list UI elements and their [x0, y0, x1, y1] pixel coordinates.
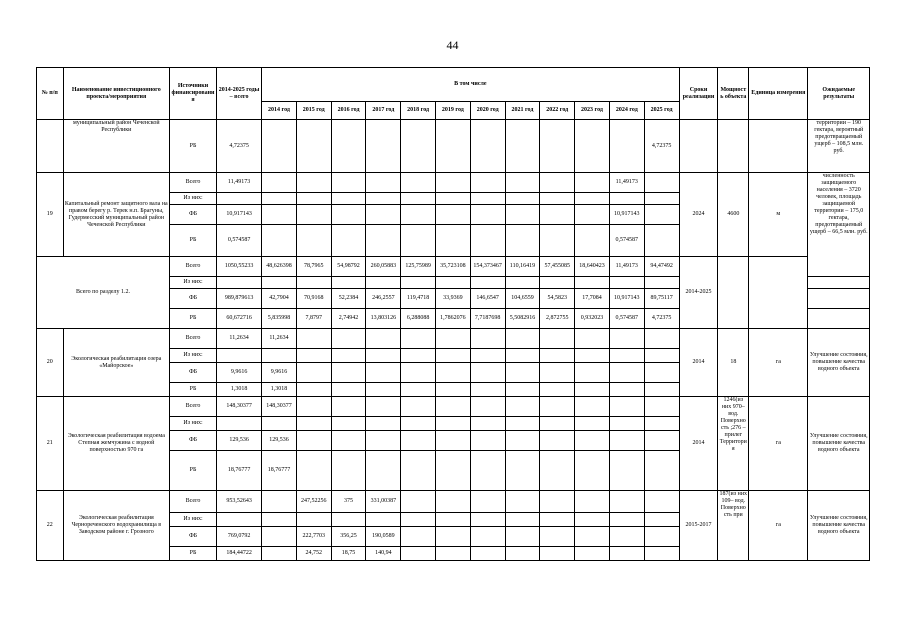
source-cell: ФБ [170, 431, 217, 451]
source-cell: Всего [170, 173, 217, 193]
cell [401, 120, 436, 173]
cell [679, 120, 718, 173]
project-num: 20 [37, 329, 64, 397]
year-value: 4,72375 [644, 120, 679, 173]
year-header: 2024 год [609, 102, 644, 120]
year-header: 2017 год [366, 102, 401, 120]
year-value: 110,16419 [505, 257, 540, 277]
year-header: 2019 год [435, 102, 470, 120]
results-cell: Улучшение состояния, повышение качества водного объекта [808, 329, 870, 397]
total-cell: 1,3018 [217, 383, 262, 397]
year-header: 2020 год [470, 102, 505, 120]
year-value: 78,7965 [296, 257, 331, 277]
year-value: 18,75 [331, 547, 366, 561]
capacity-cell: 18 [718, 329, 749, 397]
year-value: 35,723108 [435, 257, 470, 277]
project-num: 21 [37, 397, 64, 491]
table-row [37, 257, 870, 277]
total-cell: 10,917143 [217, 205, 262, 225]
year-value: 48,626398 [262, 257, 297, 277]
year-value: 190,0589 [366, 527, 401, 547]
section-total-label: Всего по разделу 1.2. [37, 257, 170, 329]
cell [296, 120, 331, 173]
results-cell [808, 289, 870, 309]
source-cell: Из них: [170, 349, 217, 363]
source-cell: Из них: [170, 193, 217, 205]
year-value: 356,25 [331, 527, 366, 547]
year-value: 54,5823 [540, 289, 575, 309]
year-value: 1,3018 [262, 383, 297, 397]
year-value: 2,74942 [331, 309, 366, 329]
year-value: 0,574587 [609, 309, 644, 329]
year-value: 54,98792 [331, 257, 366, 277]
col-header-source: Источники финансирования [170, 68, 217, 120]
investment-table [36, 67, 870, 561]
year-value: 0,932023 [575, 309, 610, 329]
terms-cell: 2014-2025 [679, 257, 718, 329]
project-name: Экологическая реабилитация водоема Степная жемчужина с водной поверхностью 970 га [63, 397, 169, 491]
terms-cell: 2024 [679, 173, 718, 257]
year-value: 52,2384 [331, 289, 366, 309]
table-row [37, 329, 870, 349]
year-value: 89,75117 [644, 289, 679, 309]
year-value: 375 [331, 491, 366, 513]
total-cell: 1050,55233 [217, 257, 262, 277]
year-value: 146,6547 [470, 289, 505, 309]
year-value: 11,49173 [609, 257, 644, 277]
year-value: 1,7862076 [435, 309, 470, 329]
year-value: 222,7703 [296, 527, 331, 547]
cell [505, 120, 540, 173]
year-header: 2022 год [540, 102, 575, 120]
source-cell: ФБ [170, 363, 217, 383]
cell [749, 120, 808, 173]
project-name: Экологическая реабилитация Чернореченского водохранилища в Заводском районе г. Грозного [63, 491, 169, 561]
table-row [37, 173, 870, 193]
source-cell: ФБ [170, 289, 217, 309]
col-header-including: В том числе [262, 68, 680, 102]
results-cell: численность защищаемого населения – 3720 человек, площадь защищаемой территории – 175,0 гектара, предотвращаемый ущерб – 66,5 млн. руб. [808, 173, 870, 277]
source-cell: Всего [170, 257, 217, 277]
cell [37, 120, 64, 173]
results-cell [808, 277, 870, 289]
total-cell: 4,72375 [217, 120, 262, 173]
source-cell: РБ [170, 120, 217, 173]
col-header-results: Ожидаемые результаты [808, 68, 870, 120]
total-cell: 0,574587 [217, 225, 262, 257]
cell [366, 120, 401, 173]
year-header: 2014 год [262, 102, 297, 120]
total-cell: 989,879613 [217, 289, 262, 309]
table-row [37, 397, 870, 417]
year-value: 2,872755 [540, 309, 575, 329]
total-cell: 11,49173 [217, 173, 262, 193]
year-header: 2025 год [644, 102, 679, 120]
total-cell: 9,9616 [217, 363, 262, 383]
year-header: 2018 год [401, 102, 436, 120]
year-value: 4,72375 [644, 309, 679, 329]
col-header-num: № п/п [37, 68, 64, 120]
year-value: 10,917143 [609, 205, 644, 225]
year-value: 9,9616 [262, 363, 297, 383]
page-number: 44 [446, 38, 459, 52]
total-cell: 953,52643 [217, 491, 262, 513]
cell [435, 120, 470, 173]
results-cell: территории – 190 гектара, вероятный предотвращаемый ущерб – 108,5 млн. руб. [808, 120, 870, 173]
col-header-total: 2014-2025 годы – всего [217, 68, 262, 120]
year-value: 5,5082916 [505, 309, 540, 329]
project-num: 22 [37, 491, 64, 561]
year-value: 0,574587 [609, 225, 644, 257]
project-name: Капитальный ремонт защитного вала на правом берегу р. Терек н.п. Брагуны, Гудермесский муниципальный район Чеченской Республики [63, 173, 169, 257]
source-cell: Из них: [170, 417, 217, 431]
results-cell [808, 309, 870, 329]
year-value: 125,75989 [401, 257, 436, 277]
project-num: 19 [37, 173, 64, 257]
terms-cell: 2015-2017 [679, 491, 718, 561]
unit-cell [749, 257, 808, 329]
year-value: 5,835998 [262, 309, 297, 329]
year-value: 18,640423 [575, 257, 610, 277]
total-cell: 60,672716 [217, 309, 262, 329]
cell [262, 120, 297, 173]
capacity-cell: 187(из них 109– вод. Поверхность при [718, 491, 749, 561]
source-cell: РБ [170, 451, 217, 491]
total-cell: 148,30377 [217, 397, 262, 417]
year-value: 148,30377 [262, 397, 297, 417]
year-value: 57,455085 [540, 257, 575, 277]
source-cell: Из них: [170, 277, 217, 289]
col-header-unit: Единица измерения [749, 68, 808, 120]
terms-cell: 2014 [679, 329, 718, 397]
year-value: 140,94 [366, 547, 401, 561]
year-value: 24,752 [296, 547, 331, 561]
source-cell: Всего [170, 491, 217, 513]
year-value: 11,2634 [262, 329, 297, 349]
unit-cell: га [749, 491, 808, 561]
col-header-terms: Сроки реализации [679, 68, 718, 120]
terms-cell: 2014 [679, 397, 718, 491]
cell [609, 120, 644, 173]
source-cell: РБ [170, 309, 217, 329]
unit-cell: га [749, 397, 808, 491]
year-value: 6,288088 [401, 309, 436, 329]
year-value: 94,47492 [644, 257, 679, 277]
total-cell: 18,76777 [217, 451, 262, 491]
year-value: 10,917143 [609, 289, 644, 309]
year-value: 13,803126 [366, 309, 401, 329]
capacity-cell: 1246(из них 970– вод. Поверхность ;276 – прилег Территория [718, 397, 749, 491]
year-value: 104,6559 [505, 289, 540, 309]
source-cell: РБ [170, 225, 217, 257]
year-value: 11,49173 [609, 173, 644, 193]
cell [540, 120, 575, 173]
year-header: 2021 год [505, 102, 540, 120]
cell [470, 120, 505, 173]
year-value: 247,52256 [296, 491, 331, 513]
source-cell: РБ [170, 383, 217, 397]
total-cell: 11,2634 [217, 329, 262, 349]
year-value: 129,536 [262, 431, 297, 451]
year-value: 18,76777 [262, 451, 297, 491]
year-header: 2023 год [575, 102, 610, 120]
cell [331, 120, 366, 173]
year-value: 119,4718 [401, 289, 436, 309]
year-value: 17,7084 [575, 289, 610, 309]
source-cell: Всего [170, 397, 217, 417]
year-header: 2016 год [331, 102, 366, 120]
year-value: 33,9369 [435, 289, 470, 309]
year-value: 260,05883 [366, 257, 401, 277]
table-row [37, 491, 870, 513]
results-cell: Улучшение состояния, повышение качества водного объекта [808, 491, 870, 561]
source-cell: РБ [170, 547, 217, 561]
total-cell: 129,536 [217, 431, 262, 451]
year-value: 246,2557 [366, 289, 401, 309]
project-name: Экологическая реабилитация озера «Майорское» [63, 329, 169, 397]
capacity-cell [718, 257, 749, 329]
year-value: 331,00387 [366, 491, 401, 513]
year-value: 7,7187698 [470, 309, 505, 329]
col-header-name: Наименование инвестиционного проекта/мероприятия [63, 68, 169, 120]
results-cell: Улучшение состояния, повышение качества водного объекта [808, 397, 870, 491]
year-header: 2015 год [296, 102, 331, 120]
year-value: 70,9168 [296, 289, 331, 309]
total-cell: 184,44722 [217, 547, 262, 561]
project-name: муниципальный район Чеченской Республики [63, 120, 169, 173]
year-value: 154,373467 [470, 257, 505, 277]
cell [718, 120, 749, 173]
year-value: 7,8797 [296, 309, 331, 329]
col-header-capacity: Мощность объекта [718, 68, 749, 120]
source-cell: Всего [170, 329, 217, 349]
unit-cell: м [749, 173, 808, 257]
source-cell: Из них: [170, 513, 217, 527]
unit-cell: га [749, 329, 808, 397]
source-cell: ФБ [170, 205, 217, 225]
table-row [37, 120, 870, 173]
capacity-cell: 4600 [718, 173, 749, 257]
cell [575, 120, 610, 173]
source-cell: ФБ [170, 527, 217, 547]
total-cell: 769,0792 [217, 527, 262, 547]
year-value: 42,7904 [262, 289, 297, 309]
